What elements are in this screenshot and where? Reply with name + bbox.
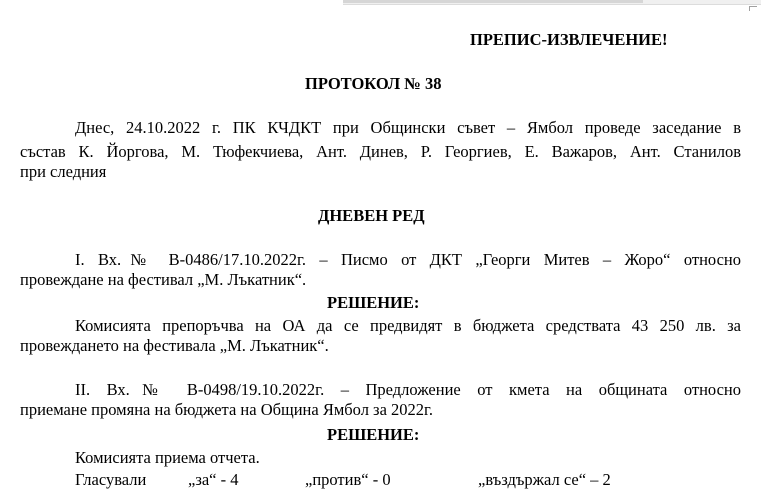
horizontal-scrollbar[interactable] [343, 0, 761, 5]
vote-abstain: „въздържал се“ – 2 [478, 470, 611, 489]
item1-decision-label: РЕШЕНИЕ: [327, 293, 420, 312]
page-corner-mark [749, 6, 757, 11]
scrollbar-thumb[interactable] [343, 0, 643, 3]
item1-decision-line-2: провеждането на фестивала „М. Лъкатник“. [20, 336, 329, 355]
extract-heading: ПРЕПИС-ИЗВЛЕЧЕНИЕ! [470, 30, 668, 49]
vote-for: „за“ - 4 [188, 470, 239, 489]
intro-line-3: при следния [20, 162, 107, 181]
item2-line-2: приемане промяна на бюджета на Община Ямбол за 2022г. [20, 400, 434, 419]
item2-decision-line-1: Комисията приема отчета. [75, 448, 260, 467]
vote-against: „против“ - 0 [305, 470, 391, 489]
intro-line-1: Днес, 24.10.2022 г. ПК КЧДКТ при Общински съвет – Ямбол проведе заседание в [75, 118, 741, 137]
agenda-title: ДНЕВЕН РЕД [318, 206, 425, 225]
protocol-title: ПРОТОКОЛ № 38 [305, 74, 442, 93]
vote-label: Гласували [75, 470, 147, 489]
item2-line-1: II. Вх.№ В-0498/19.10.2022г. – Предложение от кмета на общината относно [75, 380, 741, 399]
item1-decision-line-1: Комисията препоръчва на ОА да се предвидят в бюджета средствата 43 250 лв. за [75, 316, 741, 335]
item1-line-2: провеждане на фестивал „М. Лъкатник“. [20, 270, 307, 289]
intro-line-2: състав К. Йоргова, М. Тюфекчиева, Ант. Динев, Р. Георгиев, Е. Важаров, Ант. Станилов [20, 142, 741, 161]
item2-decision-label: РЕШЕНИЕ: [327, 425, 420, 444]
item1-line-1: I. Вх.№ В-0486/17.10.2022г. – Писмо от ДКТ „Георги Митев – Жоро“ относно [75, 250, 741, 269]
